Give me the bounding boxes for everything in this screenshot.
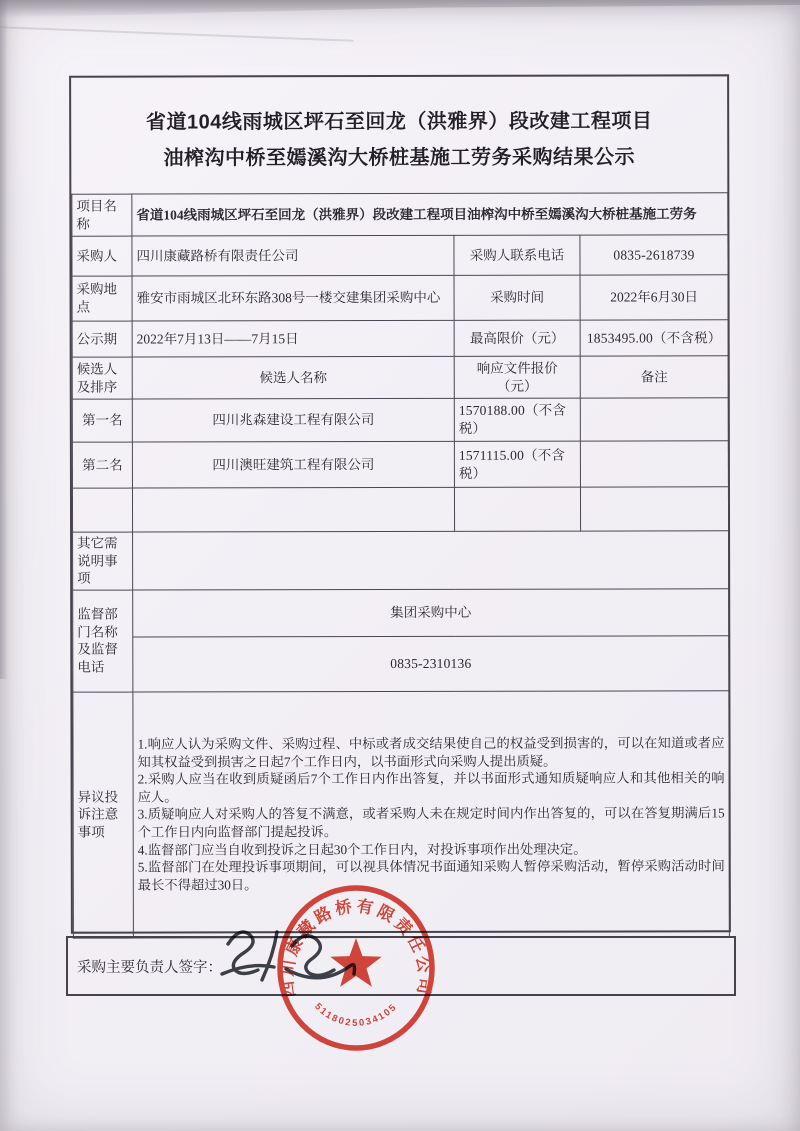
objection-item-3: 3.质疑响应人对采购人的答复不满意，或者采购人未在规定时间内作出答复的，可以在答复期满后15个工作日内向监督部门提起投诉。 [137, 805, 725, 840]
document-frame [69, 74, 731, 933]
cell-time-value: 2022年6月30日 [580, 275, 728, 320]
title-line-2: 油榨沟中桥至嫣溪沟大桥桩基施工劳务采购结果公示 [163, 146, 636, 169]
title-line-1: 省道104线雨城区坪石至回龙（洪雅界）段改建工程项目 [145, 109, 653, 134]
cell-note-1 [580, 398, 728, 441]
row-project [72, 193, 728, 236]
objection-item-4: 4.监督部门应当自收到投诉之日起30个工作日内，对投诉事项作出处理决定。 [137, 841, 587, 858]
objection-item-2: 2.采购人应当在收到质疑函后7个工作日内作出答复，并以书面形式通知质疑响应人和其他相关的响应人。 [137, 770, 725, 805]
cell-rank-3 [72, 488, 132, 532]
objection-item-5: 5.监督部门在处理投诉事项期间，可以视具体情况书面通知采购人暂停采购活动，暂停采购活动时间最长不得超过30日。 [137, 858, 725, 893]
cell-project-value: 省道104线雨城区坪石至回龙（洪雅界）段改建工程项目油榨沟中桥至嫣溪沟大桥桩基施工劳务 [132, 193, 728, 236]
cell-purchaser-phone-label: 采购人联系电话 [454, 235, 580, 275]
row-other-notes [73, 531, 729, 590]
cell-project-label: 项目名称 [72, 194, 132, 236]
cell-name-3 [132, 487, 454, 532]
seal-company-name: 四川康藏路桥有限责任公司 [277, 896, 435, 999]
scan-edge-top [0, 0, 800, 18]
candidate-row-empty [72, 487, 728, 532]
document-title [71, 76, 727, 193]
candidate-row-1 [72, 398, 728, 442]
candidate-row-2 [72, 441, 728, 488]
header-rank: 候选人及排序 [72, 357, 132, 399]
signature-label: 采购主要负责人签字： [77, 959, 222, 976]
row-candidates-header [72, 356, 728, 399]
cell-objection-label: 异议投诉注意事项 [73, 692, 134, 938]
cell-time-label: 采购时间 [454, 275, 580, 320]
cell-price-1: 1570188.00（不含税） [454, 398, 580, 441]
row-supervision-dept [73, 588, 729, 636]
header-price-line1: 响应文件报价 [476, 360, 558, 376]
cell-supervision-phone: 0835-2310136 [133, 635, 729, 691]
cell-purchaser-phone: 0835-2618739 [580, 235, 728, 275]
cell-rank-1: 第一名 [72, 399, 132, 442]
svg-text:5118025034105 [312, 1001, 400, 1029]
cell-location-value: 雅安市雨城区北环东路308号一楼交建集团采购中心 [132, 275, 454, 321]
row-purchaser [72, 235, 728, 276]
cell-max-price-value: 1853495.00（不含税） [580, 320, 728, 356]
cell-name-1: 四川兆森建设工程有限公司 [132, 398, 454, 442]
cell-name-2: 四川澳旺建筑工程有限公司 [132, 441, 454, 488]
cell-other-value [133, 531, 729, 590]
seal-serial-number: 5118025034105 [312, 1001, 400, 1029]
cell-rank-2: 第二名 [72, 442, 132, 488]
scan-edge-left [0, 0, 8, 679]
cell-purchaser-label: 采购人 [72, 236, 132, 276]
paper-crease [0, 26, 354, 42]
cell-price-3 [454, 487, 580, 531]
objection-item-1: 1.响应人认为采购文件、采购过程、中标或者成交结果使自己的权益受到损害的，可以在知道或者应知其权益受到损害之日起7个工作日内，以书面形式向采购人提出质疑。 [137, 735, 725, 770]
cell-max-price-label: 最高限价（元） [454, 320, 580, 356]
row-publicity [72, 320, 728, 357]
cell-note-2 [580, 441, 728, 487]
cell-supervision-dept: 集团采购中心 [133, 588, 729, 636]
cell-price-2: 1571115.00（不含税） [454, 441, 580, 487]
header-price [454, 356, 580, 398]
header-name: 候选人名称 [132, 356, 454, 399]
cell-location-label: 采购地点 [72, 276, 132, 321]
cell-note-3 [580, 487, 728, 531]
row-location [72, 275, 728, 321]
cell-purchaser-value: 四川康藏路桥有限责任公司 [132, 235, 454, 276]
header-price-line2: （元） [496, 378, 538, 394]
header-note: 备注 [580, 356, 728, 398]
announcement-table [71, 192, 730, 938]
row-supervision-phone [73, 635, 729, 691]
cell-supervision-label: 监督部门名称及监督电话 [73, 590, 133, 692]
cell-publicity-value: 2022年7月13日——7月15日 [132, 320, 454, 357]
handwritten-signature [198, 916, 373, 1001]
cell-other-label: 其它需说明事项 [73, 532, 133, 590]
cell-publicity-label: 公示期 [72, 321, 132, 357]
